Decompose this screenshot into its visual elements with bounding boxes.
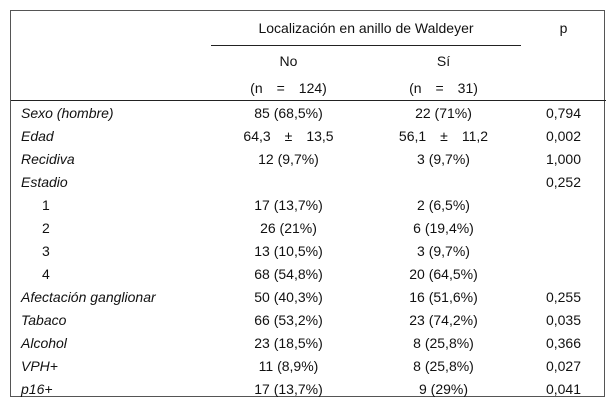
row-label: Tabaco bbox=[21, 311, 67, 328]
column-header-no: No bbox=[279, 53, 298, 69]
table-row bbox=[11, 101, 606, 125]
table-row bbox=[11, 285, 606, 308]
table-row bbox=[11, 124, 606, 147]
cell-no: 13 (10,5%) bbox=[254, 242, 323, 259]
cell-si: 56,1 ± 11,2 bbox=[398, 127, 489, 144]
table-row bbox=[11, 262, 606, 285]
cell-p-value bbox=[521, 262, 606, 285]
cell-si: 6 (19,4%) bbox=[413, 219, 474, 236]
table-row bbox=[11, 331, 606, 354]
cell-si bbox=[366, 170, 521, 193]
p-value-header: p bbox=[559, 20, 568, 37]
row-label: Afectación ganglionar bbox=[21, 288, 156, 305]
row-label: Alcohol bbox=[21, 334, 67, 351]
table-body bbox=[11, 101, 606, 401]
cell-p-value: 0,041 bbox=[545, 380, 582, 397]
table-row bbox=[11, 308, 606, 331]
row-label: Edad bbox=[21, 127, 54, 144]
n-count-si: (n = 31) bbox=[366, 76, 521, 101]
cell-p-value bbox=[521, 193, 606, 216]
cell-p-value bbox=[521, 239, 606, 262]
cell-p-value: 0,035 bbox=[545, 311, 582, 328]
data-table-container bbox=[10, 10, 605, 397]
cell-si: 3 (9,7%) bbox=[417, 242, 470, 259]
table-row bbox=[11, 147, 606, 170]
cell-p-value: 0,027 bbox=[545, 357, 582, 374]
cell-no: 64,3 ± 13,5 bbox=[243, 127, 334, 144]
table-row bbox=[11, 170, 606, 193]
cell-no: 26 (21%) bbox=[260, 219, 317, 236]
row-label: Recidiva bbox=[21, 150, 75, 167]
cell-si: 16 (51,6%) bbox=[409, 288, 478, 305]
table-row bbox=[11, 216, 606, 239]
cell-no: 23 (18,5%) bbox=[254, 334, 323, 351]
header-empty-cell bbox=[11, 11, 211, 46]
cell-si: 8 (25,8%) bbox=[413, 334, 474, 351]
cell-si: 22 (71%) bbox=[415, 104, 472, 121]
row-label: 3 bbox=[42, 242, 50, 259]
cell-no: 11 (8,9%) bbox=[258, 357, 319, 374]
cell-p-value: 0,794 bbox=[545, 104, 582, 121]
cell-p-value: 0,252 bbox=[545, 173, 582, 190]
cell-no bbox=[211, 170, 366, 193]
cell-p-value: 0,002 bbox=[545, 127, 582, 144]
cell-no: 68 (54,8%) bbox=[254, 265, 323, 282]
table-row bbox=[11, 377, 606, 400]
cell-no: 17 (13,7%) bbox=[254, 380, 323, 397]
table-header bbox=[11, 11, 606, 101]
group-header-waldeyer: Localización en anillo de Waldeyer bbox=[211, 11, 521, 46]
column-header-si: Sí bbox=[436, 53, 451, 69]
row-label: 1 bbox=[42, 196, 50, 213]
cell-no: 50 (40,3%) bbox=[254, 288, 323, 305]
cell-p-value: 0,255 bbox=[545, 288, 582, 305]
cell-si: 9 (29%) bbox=[418, 380, 469, 397]
table-row bbox=[11, 239, 606, 262]
row-label: VPH+ bbox=[21, 357, 58, 374]
row-label: Estadio bbox=[21, 173, 68, 190]
cell-p-value: 0,366 bbox=[545, 334, 582, 351]
table-row bbox=[11, 193, 606, 216]
cell-si: 23 (74,2%) bbox=[409, 311, 478, 328]
results-table bbox=[11, 11, 606, 400]
cell-no: 85 (68,5%) bbox=[254, 104, 323, 121]
cell-p-value bbox=[521, 216, 606, 239]
row-label: 4 bbox=[42, 265, 50, 282]
row-label: 2 bbox=[42, 219, 50, 236]
n-count-no: (n = 124) bbox=[211, 76, 366, 101]
cell-p-value: 1,000 bbox=[545, 150, 582, 167]
cell-no: 12 (9,7%) bbox=[258, 150, 319, 167]
row-label: Sexo (hombre) bbox=[21, 104, 114, 121]
table-row bbox=[11, 354, 606, 377]
cell-si: 8 (25,8%) bbox=[413, 357, 474, 374]
cell-si: 20 (64,5%) bbox=[409, 265, 478, 282]
cell-si: 3 (9,7%) bbox=[417, 150, 470, 167]
cell-no: 66 (53,2%) bbox=[254, 311, 323, 328]
row-label: p16+ bbox=[21, 380, 53, 397]
cell-si: 2 (6,5%) bbox=[417, 196, 470, 213]
cell-no: 17 (13,7%) bbox=[254, 196, 323, 213]
